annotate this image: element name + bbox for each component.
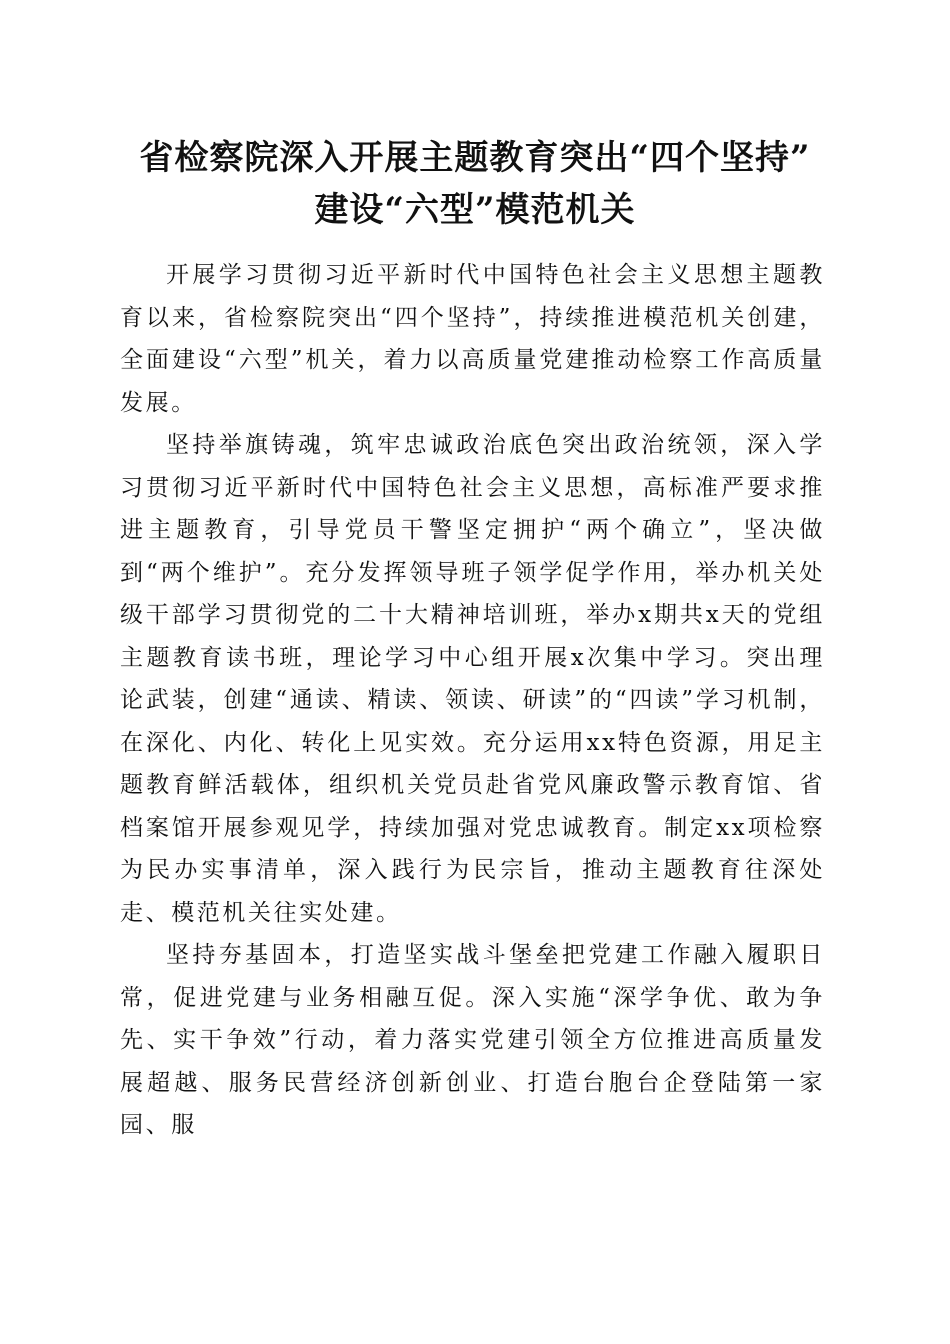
document-title-line-2: 建设“六型”模范机关 [314,190,636,230]
paragraph-party-building: 坚持夯基固本，打造坚实战斗堡垒把党建工作融入履职日常，促进党建与业务相融互促。深入实施“深学争优、敢为争先、实干争效”行动，着力落实党建引领全方位推进高质量发展超越、服务民营经济创新创业、打造台胞台企登陆第一家园、服 [120,942,825,1138]
document-title-line-1: 省检察院深入开展主题教育突出“四个坚持” [139,138,811,178]
document-body [120,254,825,1147]
paragraph-political-leadership: 坚持举旗铸魂，筑牢忠诚政治底色突出政治统领，深入学习贯彻习近平新时代中国特色社会主义思想，高标准严要求推进主题教育，引导党员干警坚定拥护“两个确立”，坚决做到“两个维护”。充分发挥领导班子领学促学作用，举办机关处级干部学习贯彻党的二十大精神培训班，举办x期共x天的党组主题教育读书班，理论学习中心组开展x次集中学习。突出理论武装，创建“通读、精读、领读、研读”的“四读”学习机制，在深化、内化、转化上见实效。充分运用xx特色资源，用足主题教育鲜活载体，组织机关党员赴省党风廉政警示教育馆、省档案馆开展参观见学，持续加强对党忠诚教育。制定xx项检察为民办实事清单，深入践行为民宗旨，推动主题教育往深处走、模范机关往实处建。 [120,432,825,926]
paragraph-intro: 开展学习贯彻习近平新时代中国特色社会主义思想主题教育以来，省检察院突出“四个坚持”，持续推进模范机关创建，全面建设“六型”机关，着力以高质量党建推动检察工作高质量发展。 [120,262,825,416]
document-title [100,132,850,236]
